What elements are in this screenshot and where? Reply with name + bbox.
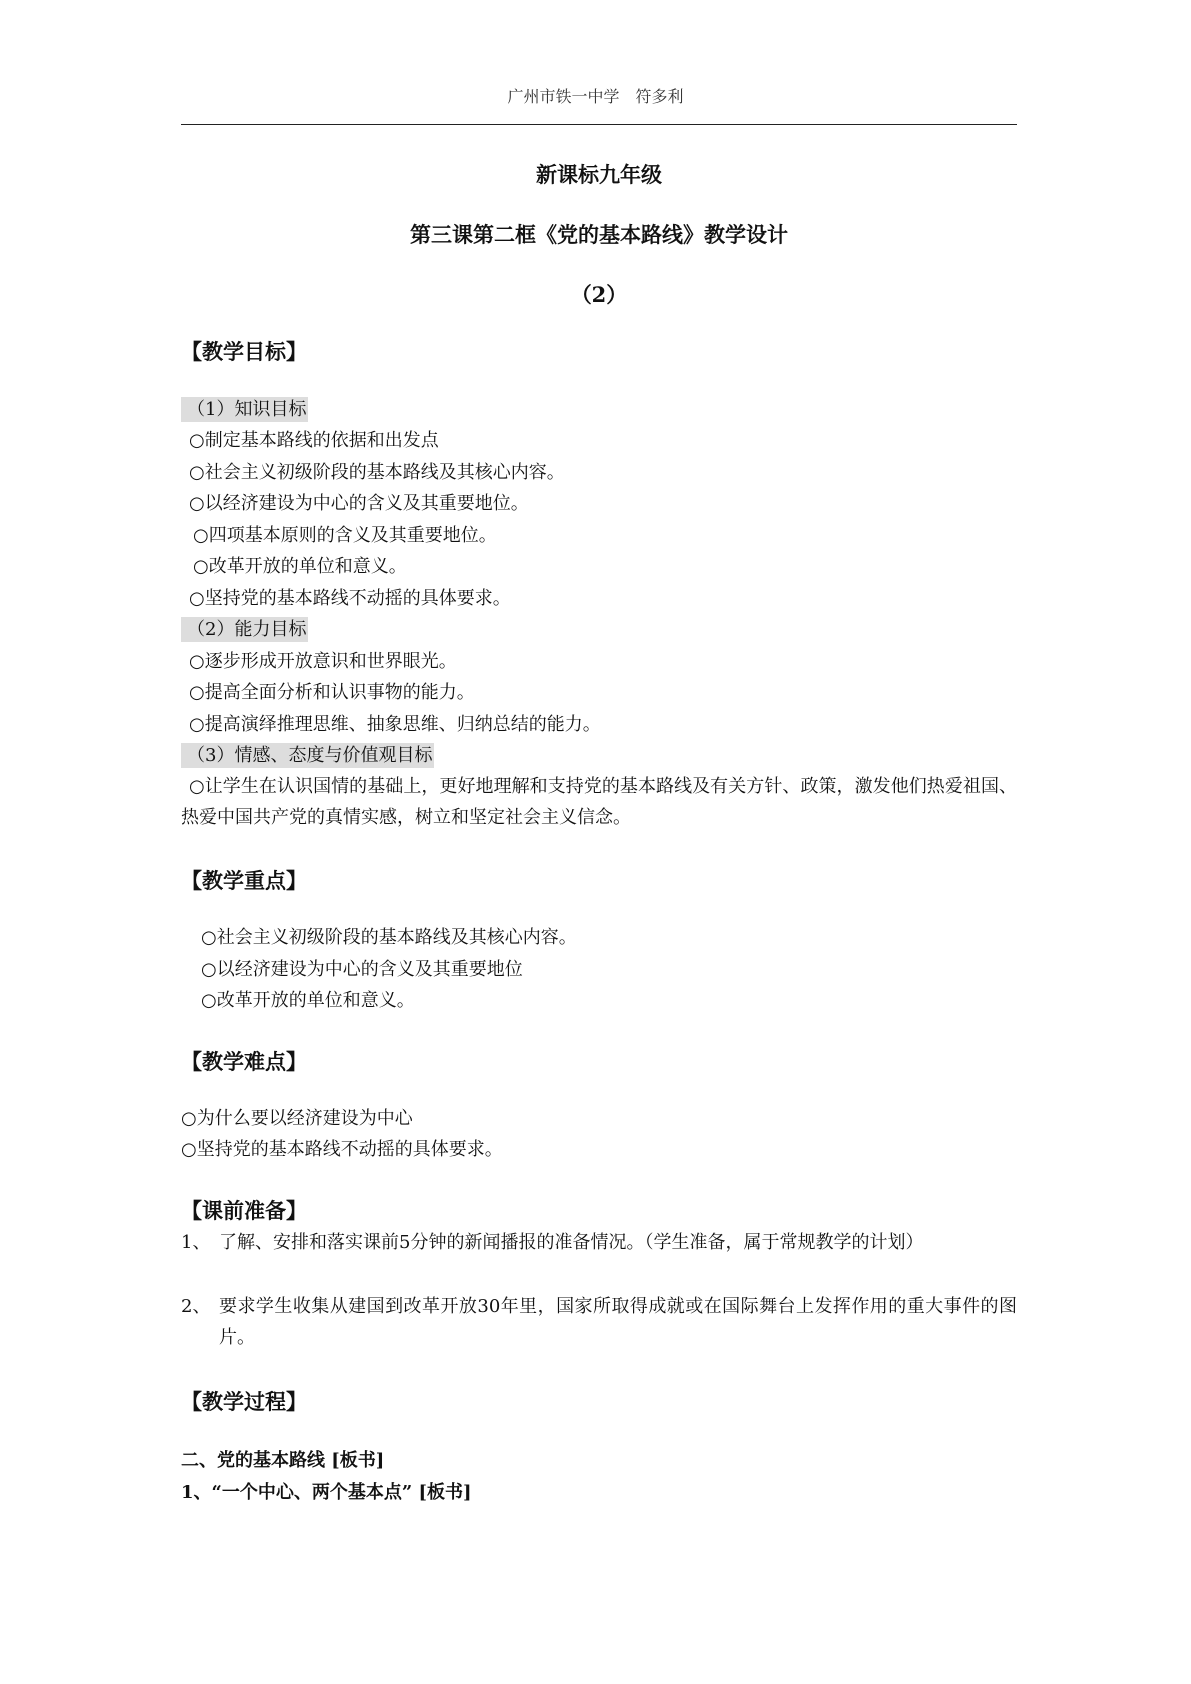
knowledge-item: ○四项基本原则的含义及其重要地位。 [193, 525, 497, 546]
key-point-item: ○社会主义初级阶段的基本路线及其核心内容。 [201, 927, 577, 948]
preparation-item-number: 2、 [181, 1296, 211, 1317]
knowledge-item: ○改革开放的单位和意义。 [193, 556, 407, 577]
ability-item: ○逐步形成开放意识和世界眼光。 [189, 651, 457, 672]
knowledge-item: ○以经济建设为中心的含义及其重要地位。 [189, 493, 529, 514]
preparation-item-text: 了解、安排和落实课前5分钟的新闻播报的准备情况。（学生准备，属于常规教学的计划） [219, 1232, 924, 1253]
knowledge-item: ○社会主义初级阶段的基本路线及其核心内容。 [189, 462, 565, 483]
emotion-goal-text: ○让学生在认识国情的基础上，更好地理解和支持党的基本路线及有关方针、政策，激发他们热爱祖国、热爱中国共产党的真情实感，树立和坚定社会主义信念。 [181, 776, 1017, 828]
key-points-heading: 【教学重点】 [181, 868, 307, 893]
doc-title-part: （2） [570, 282, 628, 307]
doc-title-grade: 新课标九年级 [536, 162, 662, 187]
objectives-heading: 【教学目标】 [181, 339, 307, 364]
knowledge-item: ○坚持党的基本路线不动摇的具体要求。 [189, 588, 511, 609]
emotion-goal-label: （3）情感、态度与价值观目标 [181, 743, 434, 768]
preparation-item [181, 1291, 1017, 1353]
ability-item: ○提高演绎推理思维、抽象思维、归纳总结的能力。 [189, 714, 601, 735]
ability-item: ○提高全面分析和认识事物的能力。 [189, 682, 475, 703]
ability-goal-label: （2）能力目标 [181, 617, 308, 642]
knowledge-goal-label: （1）知识目标 [181, 397, 308, 422]
process-subheading-center: 1、“一个中心、两个基本点” [板书] [181, 1482, 472, 1503]
key-point-item: ○以经济建设为中心的含义及其重要地位 [201, 959, 523, 980]
process-heading: 【教学过程】 [181, 1389, 307, 1414]
page-header: 广州市铁一中学 符多利 [507, 87, 684, 106]
doc-title-lesson: 第三课第二框《党的基本路线》教学设计 [410, 222, 788, 247]
knowledge-item: ○制定基本路线的依据和出发点 [189, 430, 439, 451]
preparation-heading: 【课前准备】 [181, 1198, 307, 1223]
preparation-item-text: 要求学生收集从建国到改革开放30年里，国家所取得成就或在国际舞台上发挥作用的重大事件的图片。 [219, 1296, 1017, 1348]
preparation-item [181, 1227, 1017, 1258]
preparation-item-number: 1、 [181, 1232, 211, 1253]
header-divider [181, 124, 1017, 125]
difficulty-item: ○为什么要以经济建设为中心 [181, 1108, 413, 1129]
difficulties-heading: 【教学难点】 [181, 1049, 307, 1074]
key-point-item: ○改革开放的单位和意义。 [201, 990, 415, 1011]
difficulty-item: ○坚持党的基本路线不动摇的具体要求。 [181, 1139, 503, 1160]
process-subheading-route: 二、党的基本路线 [板书] [181, 1450, 385, 1471]
